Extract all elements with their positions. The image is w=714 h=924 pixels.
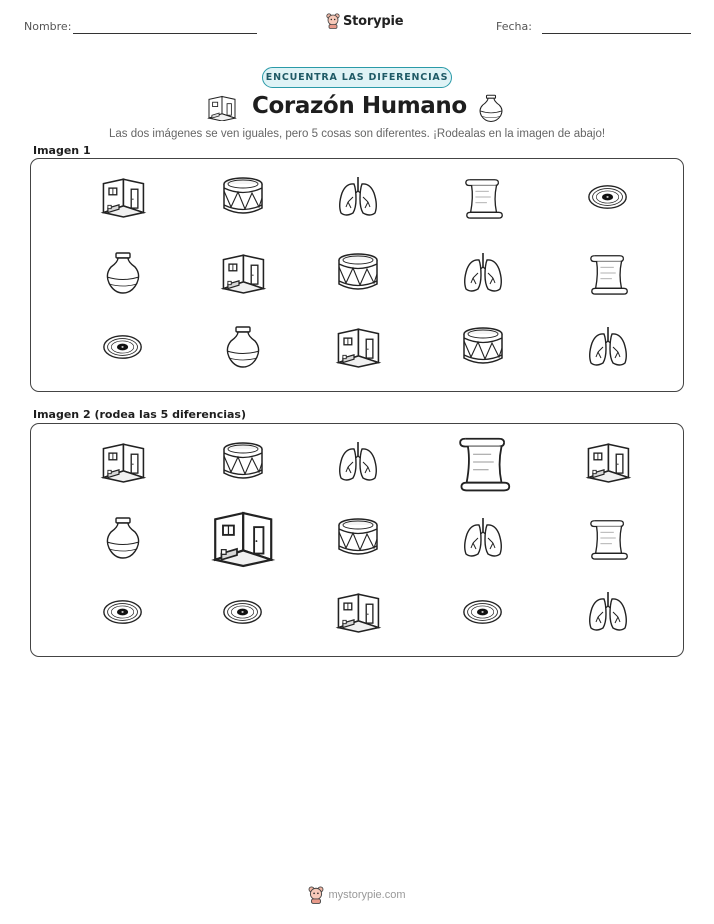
vase-icon — [223, 325, 263, 369]
drum-icon[interactable] — [221, 441, 265, 483]
image1-panel — [30, 158, 684, 392]
disc-icon[interactable] — [222, 598, 263, 626]
room-icon — [206, 95, 238, 125]
page-title: Corazón Humano — [252, 93, 467, 119]
instructions: Las dos imágenes se ven iguales, pero 5 cosas son diferentes. ¡Rodealas en la imagen de abajo! — [108, 128, 606, 140]
scroll-icon[interactable] — [455, 431, 512, 493]
brand-logo — [326, 13, 403, 29]
worksheet-header — [0, 0, 714, 50]
disc-icon[interactable] — [102, 598, 143, 626]
room-icon[interactable] — [99, 442, 148, 482]
scroll-icon — [462, 174, 504, 220]
name-label: Nombre: — [24, 20, 72, 33]
bear-mascot-icon — [326, 13, 340, 29]
lungs-icon[interactable] — [461, 516, 505, 560]
bear-mascot-icon — [308, 886, 324, 904]
drum-icon — [221, 176, 265, 218]
footer — [0, 886, 714, 904]
room-icon[interactable] — [584, 442, 633, 482]
drum-icon[interactable] — [336, 517, 380, 559]
brand-name: Storypie — [343, 13, 404, 29]
title-row — [0, 93, 714, 125]
date-line[interactable] — [542, 33, 691, 34]
lungs-icon[interactable] — [336, 440, 380, 484]
vase-icon — [476, 93, 506, 127]
room-icon — [99, 177, 148, 217]
drum-icon — [461, 326, 505, 368]
disc-icon — [587, 183, 628, 211]
disc-icon — [102, 333, 143, 361]
footer-url: mystorypie.com — [328, 889, 406, 901]
room-icon — [219, 253, 268, 293]
room-icon — [334, 327, 383, 367]
lungs-icon — [586, 325, 630, 369]
scroll-icon — [587, 250, 629, 296]
name-line[interactable] — [73, 33, 257, 34]
vase-icon[interactable] — [103, 516, 143, 560]
lungs-icon — [336, 175, 380, 219]
room-icon[interactable] — [209, 510, 277, 566]
image2-panel[interactable] — [30, 423, 684, 657]
disc-icon[interactable] — [462, 598, 503, 626]
lungs-icon[interactable] — [586, 590, 630, 634]
lungs-icon — [461, 251, 505, 295]
date-label: Fecha: — [496, 20, 532, 33]
vase-icon — [103, 251, 143, 295]
drum-icon — [336, 252, 380, 294]
scroll-icon[interactable] — [587, 515, 629, 561]
image2-label: Imagen 2 (rodea las 5 diferencias) — [33, 408, 247, 421]
image1-label: Imagen 1 — [33, 144, 91, 157]
activity-badge: ENCUENTRA LAS DIFERENCIAS — [262, 67, 452, 88]
room-icon[interactable] — [334, 592, 383, 632]
